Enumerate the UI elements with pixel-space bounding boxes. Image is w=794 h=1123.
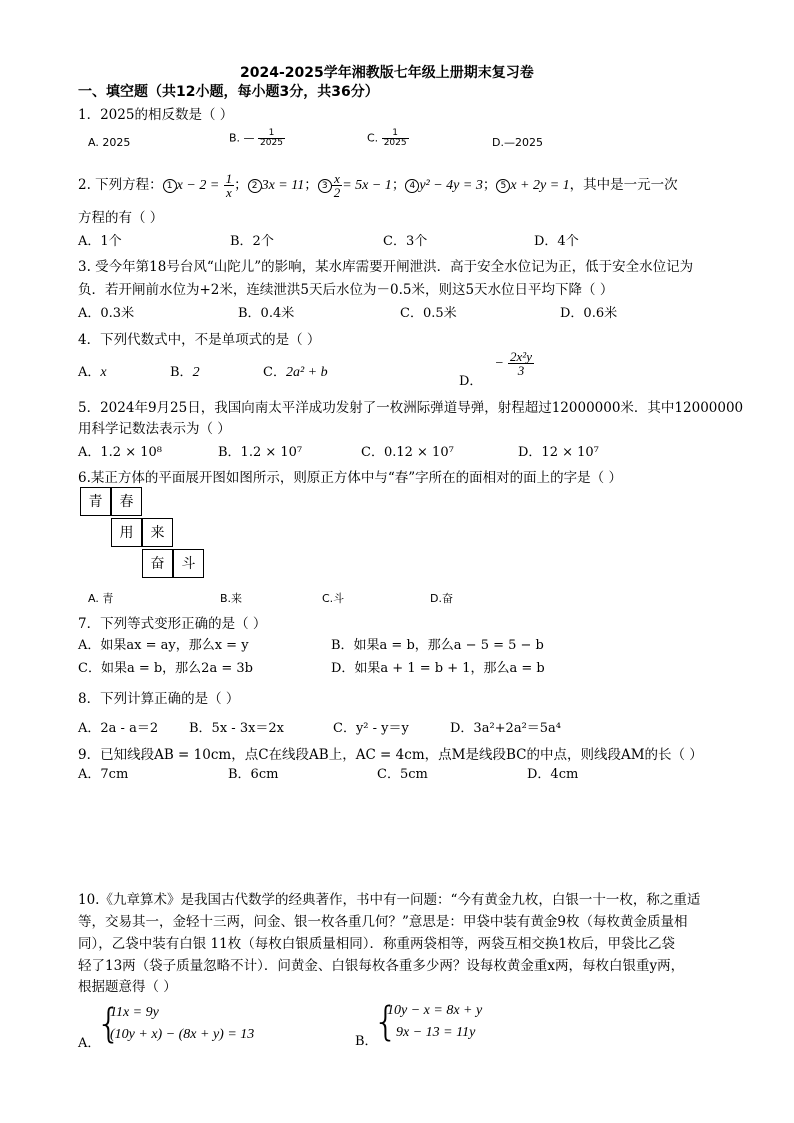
- q4-option-b: B．2: [170, 365, 200, 380]
- net-cell-qing: 青: [80, 487, 111, 516]
- q10-option-a-eq1: 11x = 9y: [110, 1005, 159, 1020]
- q3-option-d: D．0.6米: [560, 306, 618, 321]
- net-cell-fen: 奋: [142, 549, 173, 578]
- q10-option-a-label: A．: [78, 1036, 101, 1051]
- q6-option-b: B.来: [220, 592, 243, 605]
- question-3-line2: 负．若开闸前水位为+2米，连续泄洪5天后水位为－0.5米，则这5天水位日平均下降（ ）: [78, 282, 614, 298]
- q3-option-a: A．0.3米: [78, 306, 135, 321]
- question-7-stem: 7．下列等式变形正确的是（ ）: [78, 616, 267, 632]
- question-10-line1: 10.《九章算术》是我国古代数学的经典著作，书中有一问题：“今有黄金九枚，白银一十一枚，称之重适: [78, 892, 701, 908]
- page-title: 2024-2025学年湘教版七年级上册期末复习卷: [240, 65, 534, 81]
- q2-option-a: A．1个: [78, 234, 122, 249]
- question-4-stem: 4．下列代数式中，不是单项式的是（ ）: [78, 332, 321, 348]
- q8-option-b: B．5x - 3x＝2x: [189, 721, 285, 736]
- q4-option-a: A．x: [78, 365, 107, 380]
- q10-option-b-label: B．: [355, 1034, 378, 1049]
- question-10-line3: 同），乙袋中装有白银 11枚（每枚白银质量相同）．称重两袋相等，两袋互相交换1枚后，甲袋比乙袋: [78, 936, 676, 952]
- q4-option-d: D．− $\frac{\text{2x²y}}{3}$: [459, 349, 532, 389]
- q1-option-d: D.—2025: [492, 136, 543, 149]
- q2-option-b: B．2个: [230, 234, 274, 249]
- q10-option-a-eq2: (10y + x) − (8x + y) = 13: [110, 1027, 255, 1042]
- q6-option-d: D.奋: [430, 592, 453, 605]
- net-cell-dou: 斗: [173, 549, 204, 578]
- q7-option-a: A．如果ax = ay，那么x = y: [78, 638, 249, 653]
- question-8-stem: 8．下列计算正确的是（ ）: [78, 691, 240, 707]
- q10-option-b-brace: {: [373, 999, 399, 1045]
- q7-option-b: B．如果a = b，那么a − 5 = 5 − b: [331, 638, 544, 653]
- question-1-stem: 1．2025的相反数是（ ）: [78, 107, 234, 123]
- net-cell-yong: 用: [111, 518, 142, 547]
- q8-option-d: D．3a²+2a²＝5a⁴: [450, 721, 562, 736]
- q9-option-a: A．7cm: [78, 767, 129, 782]
- q1-option-a: A. 2025: [88, 136, 131, 149]
- q10-option-b-eq1: 10y − x = 8x + y: [387, 1003, 483, 1018]
- question-2-line2: 方程的有（ ）: [78, 210, 164, 226]
- q9-option-c: C．5cm: [377, 767, 428, 782]
- question-10-line2: 等，交易其一，金轻十三两，问金、银一枚各重几何？”意思是：甲袋中装有黄金9枚（每枚黄金质量相: [78, 914, 688, 930]
- question-5-line2: 用科学记数法表示为（ ）: [78, 421, 231, 437]
- q1-option-c: C. $\frac{1}{2025}$: [367, 128, 407, 148]
- q9-option-d: D．4cm: [527, 767, 579, 782]
- q5-option-b: B．1.2 × 10⁷: [218, 445, 303, 460]
- q9-option-b: B．6cm: [228, 767, 279, 782]
- q5-option-d: D．12 × 10⁷: [518, 445, 599, 460]
- question-3-line1: 3. 受今年第18号台风“山陀儿”的影响，某水库需要开闸泄洪．高于安全水位记为正，低于安全水位记为: [78, 259, 694, 275]
- q7-option-d: D．如果a + 1 = b + 1，那么a = b: [331, 661, 545, 676]
- q6-option-a: A. 青: [88, 592, 114, 605]
- net-cell-chun: 春: [111, 487, 142, 516]
- q8-option-a: A．2a - a＝2: [78, 721, 159, 736]
- net-cell-lai: 来: [142, 518, 173, 547]
- question-6-stem: 6.某正方体的平面展开图如图所示，则原正方体中与“春”字所在的面相对的面上的字是（ ）: [78, 470, 622, 486]
- q3-option-c: C．0.5米: [400, 306, 457, 321]
- question-10-line5: 根据题意得（ ）: [78, 979, 177, 995]
- q5-option-c: C．0.12 × 10⁷: [361, 445, 454, 460]
- q2-option-c: C．3个: [383, 234, 428, 249]
- q2-option-d: D．4个: [534, 234, 579, 249]
- q1-option-b: B. — $\frac{1}{2025}$: [229, 128, 283, 148]
- q3-option-b: B．0.4米: [238, 306, 295, 321]
- q10-option-b-eq2: 9x − 13 = 11y: [396, 1025, 476, 1040]
- q7-option-c: C．如果a = b，那么2a = 3b: [78, 661, 253, 676]
- q5-option-a: A．1.2 × 10⁸: [78, 445, 162, 460]
- q6-option-c: C.斗: [322, 592, 345, 605]
- section-heading: 一、填空题（共12小题，每小题3分，共36分）: [78, 84, 379, 100]
- question-10-line4: 轻了13两（袋子质量忽略不计）．问黄金、白银每枚各重多少两？设每枚黄金重x两，每枚白银重y两，: [78, 958, 685, 974]
- question-5-line1: 5．2024年9月25日，我国向南太平洋成功发射了一枚洲际弹道导弹，射程超过12000000米．其中12000000: [78, 400, 744, 416]
- question-9-stem: 9．已知线段AB = 10cm，点C在线段AB上，AC = 4cm，点M是线段BC的中点，则线段AM的长（ ）: [78, 747, 703, 763]
- q8-option-c: C．y² - y＝y: [333, 721, 409, 736]
- question-2-stem: 2. 下列方程： 1 x − 2 = $\frac{1}{x}$ ； 2 3x = 11； 3 $\frac{x}{2}$ = 5x − 1； 4 y² − 4y = 3； 5 x + 2y = 1，其中是一元一次: [78, 171, 678, 200]
- q10-option-a-brace: {: [96, 1001, 122, 1047]
- q4-option-c: C．2a² + b: [263, 365, 328, 380]
